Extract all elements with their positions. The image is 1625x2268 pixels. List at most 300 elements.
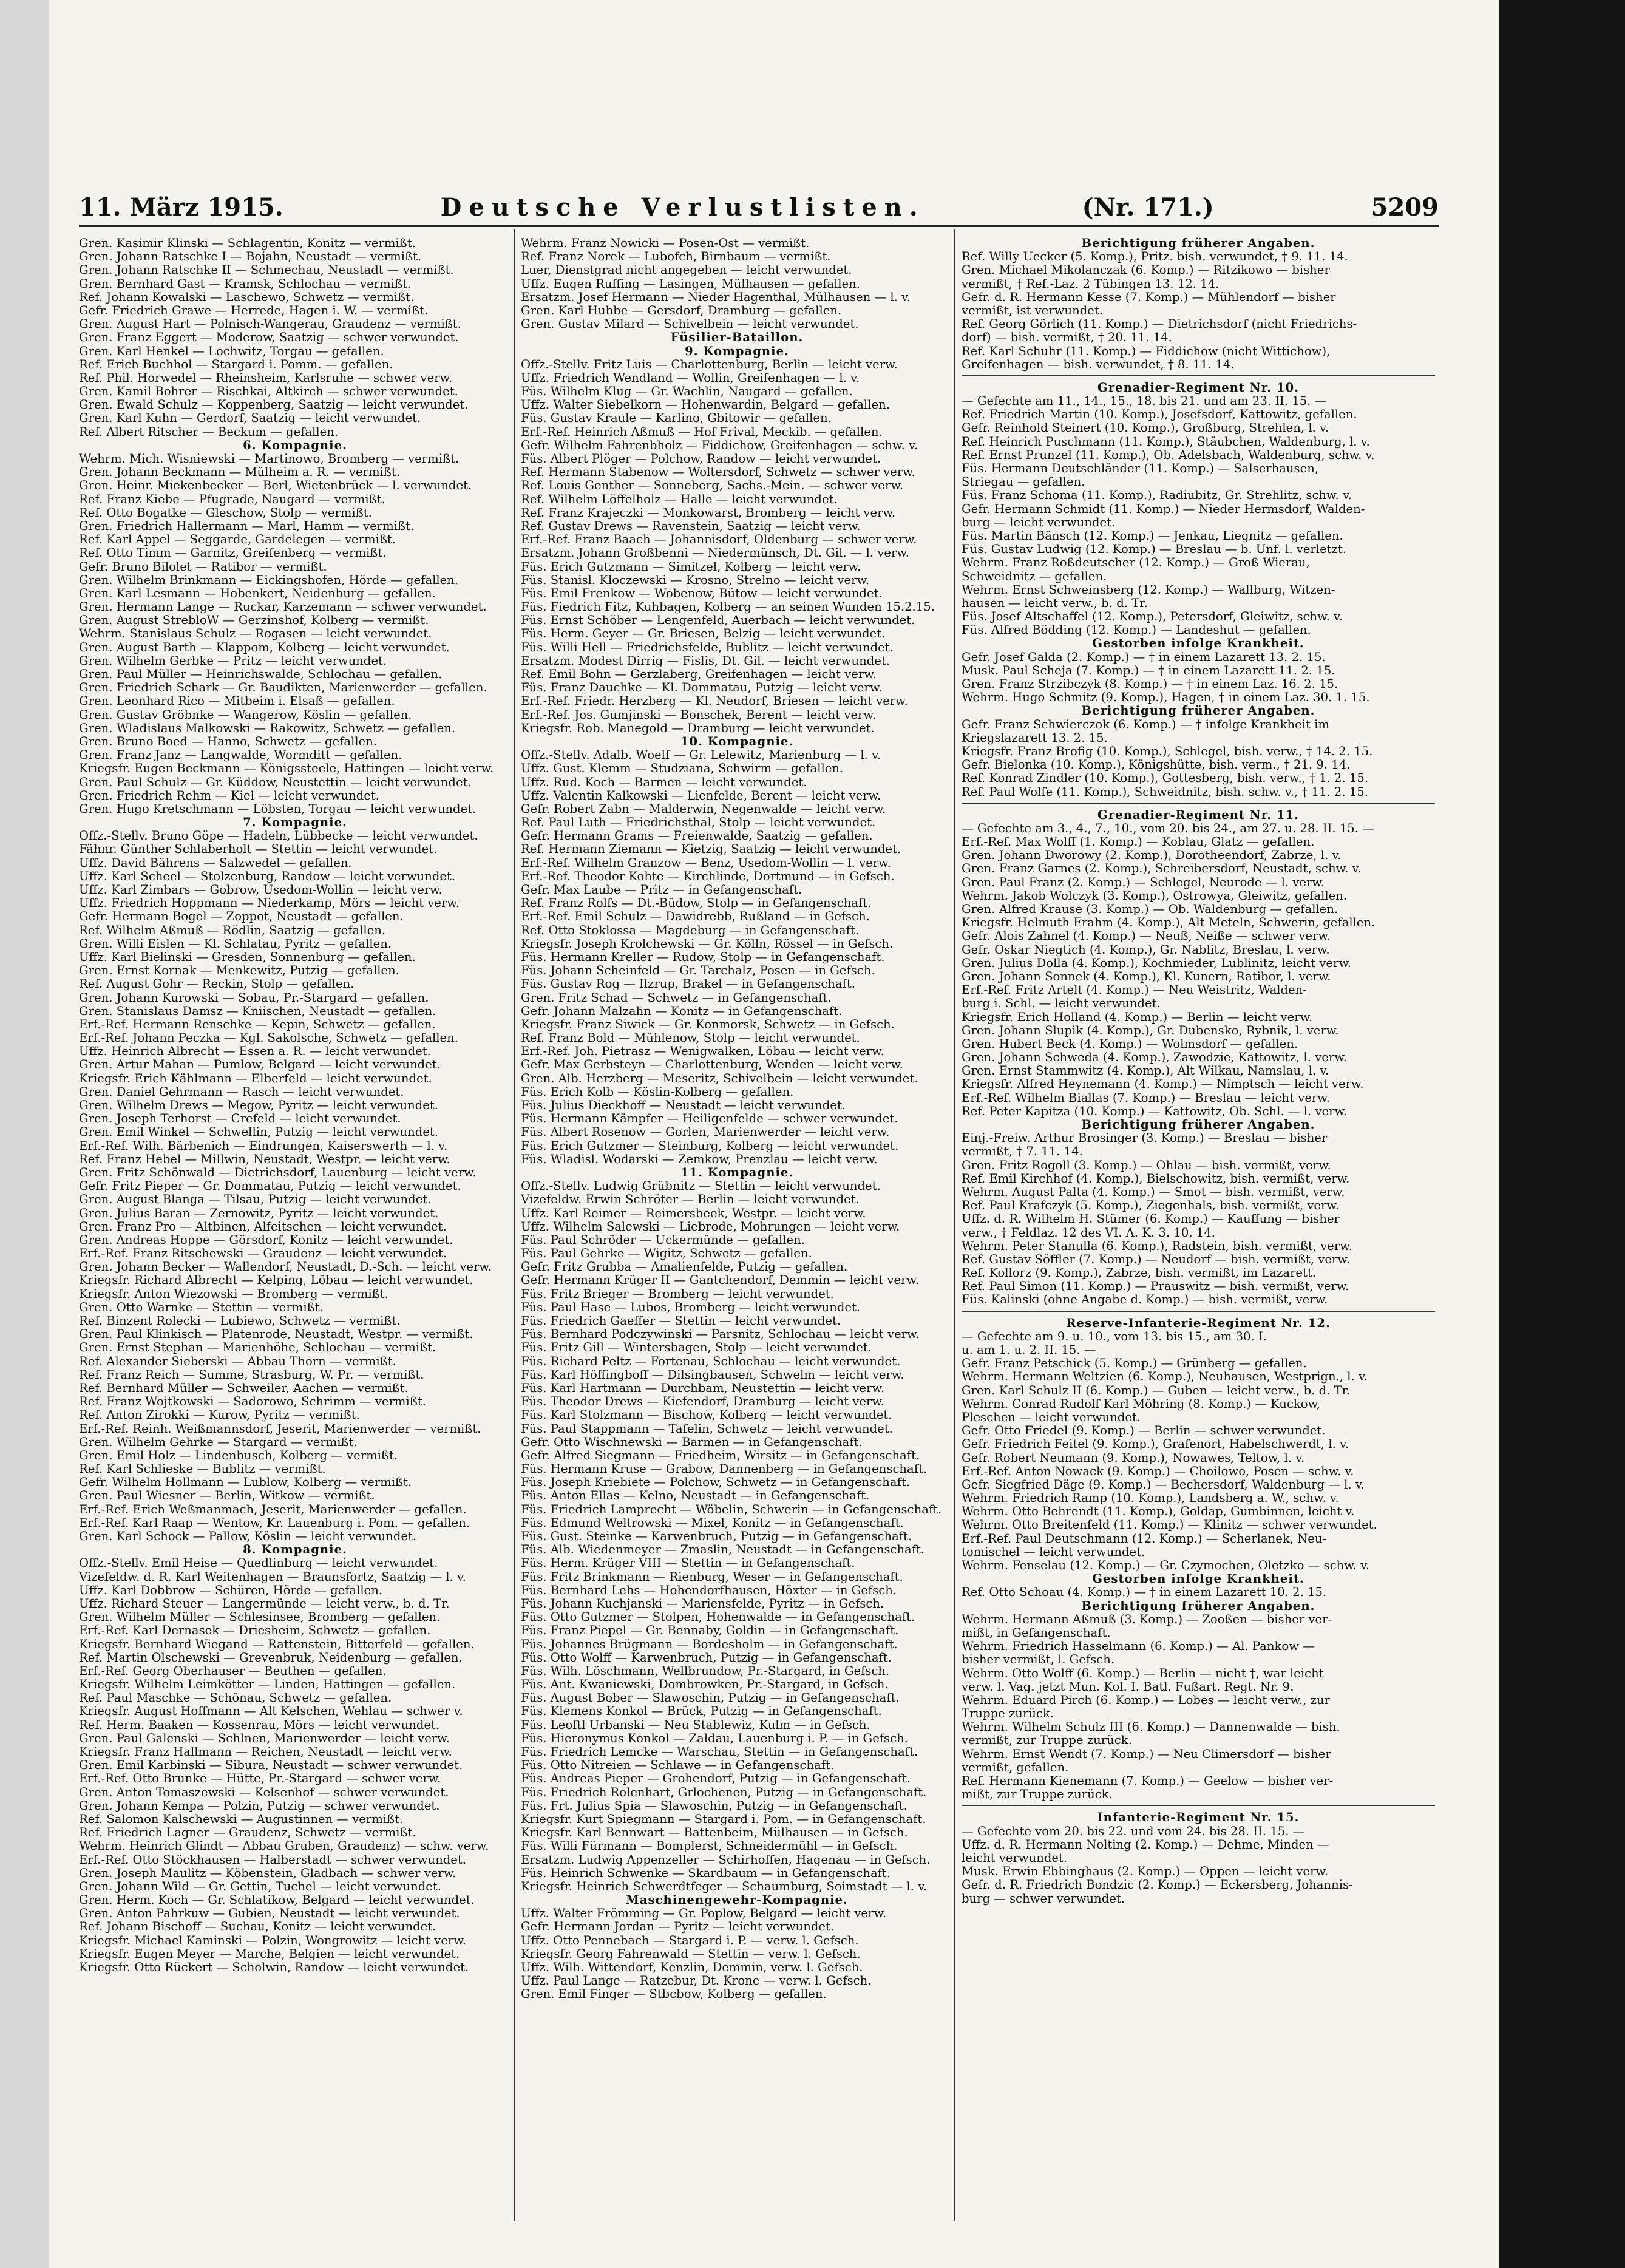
list-entry: Gren. Wilhelm Gehrke — Stargard — vermißt. (79, 1434, 358, 1449)
list-entry: hausen — leicht verw., b. d. Tr. (962, 596, 1148, 610)
list-entry: Gren. Paul Müller — Heinrichswalde, Schlochau — gefallen. (79, 667, 443, 681)
list-entry: Füs. Herm. Krüger VIII — Stettin — in Gefangenschaft. (521, 1556, 855, 1570)
list-entry: Offz.-Stellv. Adalb. Woelf — Gr. Lelewitz, Marienburg — l. v. (521, 748, 881, 762)
list-entry: Füs. Friedrich Lemcke — Warschau, Stettin — in Gefangenschaft. (521, 1745, 918, 1759)
section-rule (962, 375, 1435, 376)
list-entry: Ref. Herm. Baaken — Kossenrau, Mörs — leicht verwundet. (79, 1717, 440, 1732)
section-heading: Füsilier-Bataillon. (670, 330, 804, 345)
list-entry: Wehrm. August Palta (4. Komp.) — Smot — bish. vermißt, verw. (962, 1184, 1345, 1199)
list-entry: Gren. Franz Pro — Altbinen, Alfeitschen — leicht verwundet. (79, 1219, 447, 1234)
list-entry: Ref. Kollorz (9. Komp.), Zabrze, bish. vermißt, im Lazarett. (962, 1266, 1316, 1280)
list-entry: Wehrm. Otto Behrendt (11. Komp.), Goldap, Gumbinnen, leicht v. (962, 1504, 1355, 1519)
list-entry: Ersatzm. Ludwig Appenzeller — Schirhoffen, Hagenau — in Gefsch. (521, 1852, 931, 1867)
list-entry: Ref. Paul Luth — Friedrichsthal, Stolp — leicht verwundet. (521, 815, 876, 830)
list-entry: Kriegsfr. Eugen Beckmann — Königssteele, Hattingen — leicht verw. (79, 761, 494, 776)
list-entry: Ref. Karl Schlieske — Bublitz — vermißt. (79, 1462, 326, 1476)
list-entry: Wehrm. Franz Nowicki — Posen-Ost — vermißt. (521, 237, 810, 250)
list-entry: Ref. Ernst Prunzel (11. Komp.), Ob. Adelsbach, Waldenburg, schw. v. (962, 447, 1375, 462)
list-entry: Füs. Frt. Julius Spia — Slawoschin, Putzig — in Gefangenschaft. (521, 1798, 908, 1813)
list-entry: Gren. Heinr. Miekenbecker — Berl, Wietenbrück — l. verwundet. (79, 478, 472, 493)
list-entry: Gren. Hugo Kretschmann — Löbsten, Torgau — leicht verwundet. (79, 801, 477, 816)
section-heading: Gestorben infolge Krankheit. (1092, 1572, 1304, 1586)
list-entry: burg i. Schl. — leicht verwundet. (962, 996, 1161, 1011)
list-entry: Ref. Franz Reich — Summe, Strasburg, W. Pr. — vermißt. (79, 1367, 424, 1382)
list-entry: u. am 1. u. 2. II. 15. — (962, 1343, 1096, 1357)
list-entry: Füs. Wladisl. Wodarski — Zemkow, Prenzlau — leicht verw. (521, 1152, 878, 1166)
list-entry: Kriegsfr. Erich Holland (4. Komp.) — Berlin — leicht verw. (962, 1010, 1313, 1024)
list-entry: Vizefeldw. Erwin Schröter — Berlin — leicht verwundet. (521, 1192, 860, 1207)
column-2 (521, 237, 953, 2001)
list-entry: Gren. Kasimir Klinski — Schlagentin, Konitz — vermißt. (79, 237, 416, 250)
list-entry: Erf.-Ref. Emil Schulz — Dawidrebb, Rußland — in Gefsch. (521, 909, 870, 924)
list-entry: Gren. Alb. Herzberg — Meseritz, Schivelbein — leicht verwundet. (521, 1071, 918, 1085)
list-entry: Ref. Paul Simon (11. Komp.) — Prauswitz — bish. vermißt, verw. (962, 1279, 1349, 1294)
list-entry: Kriegsfr. Eugen Meyer — Marche, Belgien — leicht verwundet. (79, 1946, 460, 1961)
list-entry: Gren. Otto Warnke — Stettin — vermißt. (79, 1300, 324, 1314)
list-entry: Füs. Gustav Kraule — Karlino, Gbitowir — gefallen. (521, 411, 832, 426)
list-entry: Kriegsfr. Rob. Manegold — Dramburg — leicht verwundet. (521, 721, 875, 735)
list-entry: Füs. Gustav Ludwig (12. Komp.) — Breslau — b. Unf. l. verletzt. (962, 542, 1346, 557)
list-entry: Füs. Martin Bänsch (12. Komp.) — Jenkau, Liegnitz — gefallen. (962, 528, 1343, 543)
list-entry: Wehrm. Hermann Aßmuß (3. Komp.) — Zooßen — bisher ver- (962, 1612, 1332, 1626)
list-entry: Einj.-Freiw. Arthur Brosinger (3. Komp.) — Breslau — bisher (962, 1131, 1328, 1146)
list-entry: Ref. Franz Hebel — Millwin, Neustadt, Westpr. — leicht verw. (79, 1152, 450, 1166)
list-entry: vermißt, † 7. 11. 14. (962, 1144, 1083, 1159)
list-entry: Gren. Gustav Milard — Schivelbein — leicht verwundet. (521, 317, 859, 331)
list-entry: Striegau — gefallen. (962, 475, 1085, 489)
list-entry: Gefr. Friedrich Grawe — Herrede, Hagen i. W. — vermißt. (79, 303, 429, 317)
list-entry: Gren. Karl Hubbe — Gersdorf, Dramburg — gefallen. (521, 303, 842, 317)
list-entry: Ref. Louis Genther — Sonneberg, Sachs.-Mein. — schwer verw. (521, 478, 904, 493)
list-entry: Gren. Johann Slupik (4. Komp.), Gr. Dubensko, Rybnik, l. verw. (962, 1023, 1339, 1037)
list-entry: Offz.-Stellv. Emil Heise — Quedlinburg — leicht verwundet. (79, 1556, 438, 1570)
list-entry: Gren. Franz Janz — Langwalde, Wormditt — gefallen. (79, 748, 402, 762)
list-entry: Füs. Erich Gutzmann — Simitzel, Kolberg — leicht verw. (521, 559, 861, 574)
list-entry: Füs. Emil Frenkow — Wobenow, Bütow — leicht verwundet. (521, 586, 883, 600)
list-entry: Ref. Otto Stoklossa — Magdeburg — in Gefangenschaft. (521, 923, 859, 937)
list-entry: Ref. Heinrich Puschmann (11. Komp.), Stäubchen, Waldenburg, l. v. (962, 434, 1370, 449)
list-entry: Uffz. Karl Reimer — Reimersbeek, Westpr. — leicht verw. (521, 1206, 866, 1220)
list-entry: Füs. Fiedrich Fitz, Kuhbagen, Kolberg — an seinen Wunden 15.2.15. (521, 600, 935, 614)
section-heading: 7. Kompagnie. (243, 815, 347, 830)
list-entry: Ref. Konrad Zindler (10. Komp.), Gottesberg, bish. verw., † 1. 2. 15. (962, 771, 1369, 786)
list-entry: Gefr. Bielonka (10. Komp.), Königshütte, bish. verm., † 21. 9. 14. (962, 758, 1351, 772)
list-entry: Füs. Edmund Weltrowski — Mixel, Konitz — in Gefangenschaft. (521, 1515, 904, 1530)
list-entry: Gren. Fritz Rogoll (3. Komp.) — Ohlau — bish. vermißt, verw. (962, 1158, 1331, 1172)
list-entry: Uffz. d. R. Wilhelm H. Stümer (6. Komp.) — Kauffung — bisher (962, 1212, 1340, 1226)
list-entry: Ref. Wilhelm Aßmuß — Rödlin, Saatzig — gefallen. (79, 923, 386, 937)
list-entry: Ref. Hermann Ziemann — Kietzig, Saatzig — leicht verwundet. (521, 842, 901, 857)
list-entry: Gren. Emil Finger — Stbcbow, Kolberg — gefallen. (521, 1987, 827, 2001)
list-entry: Erf.-Ref. Wilh. Bärbenich — Eindrungen, Kaiserswerth — l. v. (79, 1138, 448, 1153)
section-heading: 8. Kompagnie. (243, 1543, 347, 1557)
list-entry: Ref. Erich Buchhol — Stargard i. Pomm. — gefallen. (79, 357, 393, 372)
list-entry: Gren. Andreas Hoppe — Görsdorf, Konitz — leicht verwundet. (79, 1232, 453, 1247)
list-entry: Gren. Joseph Terhorst — Crefeld — leicht verwundet. (79, 1112, 401, 1126)
list-entry: Ref. Peter Kapitza (10. Komp.) — Kattowitz, Ob. Schl. — l. verw. (962, 1104, 1348, 1118)
list-entry: Gefr. Johann Malzahn — Konitz — in Gefangenschaft. (521, 1003, 843, 1018)
list-entry: Füs. Wilh. Löschmann, Wellbrundow, Pr.-Stargard, in Gefsch. (521, 1663, 890, 1678)
list-entry: Gefr. Siegfried Däge (9. Komp.) — Bechersdorf, Waldenburg — l. v. (962, 1477, 1365, 1492)
list-entry: Uffz. Karl Scheel — Stolzenburg, Randow — leicht verwundet. (79, 869, 456, 883)
list-entry: Gren. Bernhard Gast — Kramsk, Schlochau — vermißt. (79, 276, 412, 291)
list-entry: Ref. Willy Uecker (5. Komp.), Pritz. bish. verwundet, † 9. 11. 14. (962, 250, 1348, 264)
list-entry: Füs. Paul Stappmann — Tafelin, Schwetz — leicht verwundet. (521, 1421, 893, 1436)
list-entry: Füs. Heinrich Schwenke — Skardbaum — in Gefangenschaft. (521, 1866, 891, 1880)
list-entry: Füs. Ant. Kwaniewski, Dombrowken, Pr.-Stargard, in Gefsch. (521, 1677, 889, 1692)
list-entry: Gren. Johann Wild — Gr. Gettin, Tuchel — leicht verwundet. (79, 1879, 441, 1893)
list-entry: Füs. Friedrich Lamprecht — Wöbelin, Schwerin — in Gefangenschaft. (521, 1502, 942, 1516)
list-entry: Ref. Phil. Horwedel — Rheinsheim, Karlsruhe — schwer verw. (79, 370, 453, 385)
list-entry: Uffz. d. R. Hermann Nolting (2. Komp.) — Dehme, Minden — (962, 1837, 1329, 1852)
list-entry: Gefr. Otto Wischnewski — Barmen — in Gefangenschaft. (521, 1434, 863, 1449)
list-entry: Gren. Hermann Lange — Ruckar, Karzemann — schwer verwundet. (79, 600, 487, 614)
list-entry: Kriegsfr. Kurt Spiegmann — Stargard i. Pom. — in Gefangenschaft. (521, 1811, 926, 1826)
list-entry: Uffz. Eugen Ruffing — Lasingen, Mülhausen — gefallen. (521, 276, 860, 291)
list-entry: mißt, zur Truppe zurück. (962, 1787, 1113, 1802)
list-entry: Uffz. Richard Steuer — Langermünde — leicht verw., b. d. Tr. (79, 1596, 450, 1611)
list-entry: Kriegslazarett 13. 2. 15. (962, 730, 1108, 745)
list-entry: Gren. Fritz Schad — Schwetz — in Gefangenschaft. (521, 990, 832, 1005)
list-entry: Gren. Artur Mahan — Pumlow, Belgard — leicht verwundet. (79, 1058, 441, 1072)
list-entry: Wehrm. Mich. Wisniewski — Martinowo, Bromberg — vermißt. (79, 452, 460, 466)
list-entry: Schweidnitz — gefallen. (962, 569, 1107, 583)
list-entry: Ref. Paul Krafczyk (5. Komp.), Ziegenhals, bish. vermißt, verw. (962, 1198, 1340, 1213)
list-entry: Kriegsfr. Franz Brofig (10. Komp.), Schlegel, bish. verw., † 14. 2. 15. (962, 744, 1373, 758)
list-entry: mißt, in Gefangenschaft. (962, 1625, 1111, 1640)
list-entry: Gefr. Wilhelm Hollmann — Lublow, Kolberg — vermißt. (79, 1475, 412, 1490)
list-entry: Gren. Karl Henkel — Lochwitz, Torgau — gefallen. (79, 344, 384, 358)
list-entry: Ref. Binzent Rolecki — Lubiewo, Schwetz — vermißt. (79, 1314, 401, 1328)
list-entry: Luer, Dienstgrad nicht angegeben — leicht verwundet. (521, 263, 852, 277)
list-entry: Musk. Paul Scheja (7. Komp.) — † in einem Lazarett 11. 2. 15. (962, 663, 1335, 677)
list-entry: Uffz. Karl Bielinski — Gresden, Sonnenburg — gefallen. (79, 949, 416, 964)
list-entry: — Gefechte am 3., 4., 7., 10., vom 20. bis 24., am 27. u. 28. II. 15. — (962, 821, 1374, 835)
list-entry: Füs. Fritz Gill — Wintersbagen, Stolp — leicht verwundet. (521, 1340, 872, 1355)
list-entry: Gefr. Friedrich Feitel (9. Komp.), Grafenort, Habelschwerdt, l. v. (962, 1437, 1349, 1451)
list-entry: Füs. Hermann Deutschländer (11. Komp.) — Salserhausen, (962, 461, 1319, 475)
list-entry: Gren. Michael Mikolanczak (6. Komp.) — Ritzikowo — bisher (962, 263, 1330, 277)
list-entry: Gren. Friedrich Hallermann — Marl, Hamm — vermißt. (79, 518, 415, 533)
list-entry: vermißt, † Ref.-Laz. 2 Tübingen 13. 12. 14. (962, 276, 1220, 291)
list-entry: Gefr. Robert Neumann (9. Komp.), Nowawes, Teltow, l. v. (962, 1450, 1305, 1465)
list-entry: — Gefechte am 11., 14., 15., 18. bis 21. und am 23. II. 15. — (962, 394, 1327, 409)
list-entry: Erf.-Ref. Anton Nowack (9. Komp.) — Choilowo, Posen — schw. v. (962, 1464, 1354, 1478)
section-heading: Berichtigung früherer Angaben. (1081, 704, 1315, 718)
list-entry: Ref. Karl Appel — Seggarde, Gardelegen — vermißt. (79, 532, 396, 547)
section-heading: 9. Kompagnie. (685, 344, 789, 358)
list-entry: Gren. Paul Galenski — Schlnen, Marienwerder — leicht verw. (79, 1731, 450, 1745)
list-entry: Gren. Kamil Bohrer — Rischkai, Altkirch — schwer verwundet. (79, 384, 458, 399)
list-entry: Wehrm. Franz Roßdeutscher (12. Komp.) — Groß Wierau, (962, 555, 1310, 570)
list-entry: Uffz. Wilh. Wittendorf, Kenzlin, Demmin, verw. l. Gefsch. (521, 1960, 863, 1974)
page-header (79, 190, 1439, 222)
list-entry: Gren. Karl Schock — Pallow, Köslin — leicht verwundet. (79, 1529, 417, 1543)
list-entry: Ref. Paul Wolfe (11. Komp.), Schweidnitz, bish. schw. v., † 11. 2. 15. (962, 784, 1368, 799)
list-entry: Ref. Paul Maschke — Schönau, Schwetz — gefallen. (79, 1691, 392, 1705)
list-entry: Wehrm. Friedrich Ramp (10. Komp.), Landsberg a. W., schw. v. (962, 1491, 1339, 1506)
list-entry: Füs. Richard Peltz — Fortenau, Schlochau — leicht verwundet. (521, 1354, 901, 1368)
list-entry: Truppe zurück. (962, 1706, 1054, 1721)
list-entry: Gren. Karl Schulz II (6. Komp.) — Guben — leicht verw., b. d. Tr. (962, 1383, 1351, 1397)
list-entry: Gren. Paul Schulz — Gr. Küddow, Neustettin — leicht verwundet. (79, 775, 472, 789)
list-entry: Füs. Kalinski (ohne Angabe d. Komp.) — bish. vermißt, verw. (962, 1292, 1328, 1307)
list-entry: Füs. Joseph Kriebiete — Polchow, Schwetz — in Gefangenschaft. (521, 1475, 910, 1490)
list-entry: Gefr. Robert Zabn — Malderwin, Negenwalde — leicht verw. (521, 801, 886, 816)
list-entry: Wehrm. Peter Stanulla (6. Komp.), Radstein, bish. vermißt, verw. (962, 1238, 1352, 1253)
list-entry: Ref. Otto Bogatke — Gleschow, Stolp — vermißt. (79, 505, 372, 520)
list-entry: Kriegsfr. Richard Albrecht — Kelping, Löbau — leicht verwundet. (79, 1273, 473, 1288)
list-entry: Gren. Stanislaus Damsz — Kniischen, Neustadt — gefallen. (79, 1003, 436, 1018)
list-entry: Ref. Friedrich Martin (10. Komp.), Josefsdorf, Kattowitz, gefallen. (962, 407, 1357, 422)
list-entry: Wehrm. Heinrich Glindt — Abbau Gruben, Graudenz) — schw. verw. (79, 1839, 489, 1853)
list-entry: Gren. Emil Holz — Lindenbusch, Kolberg — vermißt. (79, 1448, 398, 1462)
list-entry: Füs. Otto Wolff — Karwenbruch, Putzig — in Gefangenschaft. (521, 1650, 892, 1665)
section-heading: 10. Kompagnie. (680, 734, 794, 749)
list-entry: Gren. Daniel Gehrmann — Rasch — leicht verwundet. (79, 1084, 404, 1099)
list-entry: Uffz. Heinrich Albrecht — Essen a. R. — leicht verwundet. (79, 1044, 431, 1059)
list-entry: Füs. August Bober — Slawoschin, Putzig — in Gefangenschaft. (521, 1691, 900, 1705)
list-entry: Gren. Bruno Boed — Hanno, Schwetz — gefallen. (79, 734, 378, 749)
list-entry: Gren. Johann Ratschke II — Schmechau, Neustadt — vermißt. (79, 263, 454, 277)
list-entry: Offz.-Stellv. Fritz Luis — Charlottenburg, Berlin — leicht verw. (521, 357, 898, 372)
list-entry: Füs. Paul Hase — Lubos, Bromberg — leicht verwundet. (521, 1300, 861, 1314)
list-entry: Wehrm. Friedrich Hasselmann (6. Komp.) — Al. Pankow — (962, 1639, 1315, 1654)
list-entry: Gefr. Josef Galda (2. Komp.) — † in einem Lazarett 13. 2. 15. (962, 650, 1326, 664)
list-entry: Wehrm. Stanislaus Schulz — Rogasen — leicht verwundet. (79, 626, 432, 641)
list-entry: Kriegsfr. Michael Kaminski — Polzin, Wongrowitz — leicht verw. (79, 1933, 466, 1947)
list-entry: Erf.-Ref. Theodor Kohte — Kirchlinde, Dortmund — in Gefsch. (521, 869, 895, 883)
list-entry: Gren. Friedrich Rehm — Kiel — leicht verwundet. (79, 788, 380, 803)
list-entry: Kriegsfr. Wilhelm Leimkötter — Linden, Hattingen — gefallen. (79, 1677, 456, 1692)
list-entry: Füs. Friedrich Rolenhart, Grlochenen, Putzig — in Gefangenschaft. (521, 1785, 927, 1799)
list-entry: Füs. Gust. Steinke — Karwenbruch, Putzig — in Gefangenschaft. (521, 1529, 912, 1543)
list-entry: Wehrm. Hugo Schmitz (9. Komp.), Hagen, † in einem Laz. 30. 1. 15. (962, 690, 1370, 705)
list-entry: Erf.-Ref. Reinh. Weißmannsdorf, Jeserit, Marienwerder — vermißt. (79, 1421, 481, 1436)
list-entry: Gren. August StrebloW — Gerzinshof, Kolberg — vermißt. (79, 613, 429, 628)
list-entry: Ref. Otto Timm — Garnitz, Greifenberg — vermißt. (79, 546, 387, 560)
list-entry: verw., † Feldlaz. 12 des VI. A. K. 3. 10. 14. (962, 1225, 1215, 1240)
list-entry: Gefr. Oskar Niegtich (4. Komp.), Gr. Nablitz, Breslau, l. verw. (962, 942, 1330, 957)
list-entry: Kriegsfr. Bernhard Wiegand — Rattenstein, Bitterfeld — gefallen. (79, 1637, 475, 1651)
list-entry: vermißt, gefallen. (962, 1760, 1069, 1774)
list-entry: Gren. Franz Strzibczyk (8. Komp.) — † in einem Laz. 16. 2. 15. (962, 677, 1338, 691)
list-entry: Erf.-Ref. Georg Oberhauser — Beuthen — gefallen. (79, 1663, 387, 1678)
list-entry: Ref. Alexander Sieberski — Abbau Thorn — vermißt. (79, 1354, 396, 1368)
list-entry: Gren. Emil Karbinski — Sibura, Neustadt — schwer verwundet. (79, 1758, 463, 1773)
list-entry: Gren. Karl Kuhn — Gerdorf, Saatzig — leicht verwundet. (79, 411, 421, 426)
list-entry: Erf.-Ref. Joh. Pietrasz — Wenigwalken, Löbau — leicht verw. (521, 1044, 884, 1059)
list-entry: Füs. Hermann Kreller — Rudow, Stolp — in Gefangenschaft. (521, 949, 885, 964)
list-entry: Ref. Gustav Söffler (7. Komp.) — Neudorf — bish. vermißt, verw. (962, 1252, 1350, 1266)
list-entry: Füs. Theodor Drews — Kiefendorf, Dramburg — leicht verw. (521, 1394, 884, 1409)
list-entry: Gren. Alfred Krause (3. Komp.) — Ob. Waldenburg — gefallen. (962, 902, 1338, 916)
list-entry: Uffz. Karl Zimbars — Gobrow, Usedom-Wollin — leicht verw. (79, 883, 443, 897)
list-entry: Ref. Hermann Stabenow — Woltersdorf, Schwetz — schwer verw. (521, 465, 915, 480)
list-entry: Ersatzm. Josef Hermann — Nieder Hagenthal, Mülhausen — l. v. (521, 290, 911, 304)
list-entry: Ref. Anton Zirokki — Kurow, Pyritz — vermißt. (79, 1408, 360, 1422)
list-entry: vermißt, zur Truppe zurück. (962, 1733, 1132, 1748)
list-entry: Gren. Karl Lesmann — Hobenkert, Neidenburg — gefallen. (79, 586, 436, 600)
list-entry: Gren. Wilhelm Gerbke — Pritz — leicht verwundet. (79, 653, 387, 668)
section-heading: Reserve-Infanterie-Regiment Nr. 12. (1066, 1316, 1331, 1330)
list-entry: Gren. Wilhelm Drews — Megow, Pyritz — leicht verwundet. (79, 1098, 438, 1112)
list-entry: Erf.-Ref. Franz Ritschewski — Graudenz — leicht verwundet. (79, 1246, 447, 1261)
header-rule (79, 225, 1439, 227)
list-entry: Gren. August Barth — Klappom, Kolberg — leicht verwundet. (79, 640, 450, 654)
list-entry: Ref. Wilhelm Löffelholz — Halle — leicht verwundet. (521, 492, 838, 506)
list-entry: Erf.-Ref. Heinrich Aßmuß — Hof Frival, Meckib. — gefallen. (521, 424, 883, 439)
column-3 (962, 237, 1435, 1906)
list-entry: Gren. Julius Dolla (4. Komp.), Kochmieder, Lublinitz, leicht verw. (962, 956, 1351, 970)
list-entry: Gren. Ernst Stephan — Marienhöhe, Schlochau — vermißt. (79, 1340, 436, 1355)
list-entry: Gren. Franz Eggert — Moderow, Saatzig — schwer verwundet. (79, 330, 459, 345)
list-entry: Füs. Friedrich Gaeffer — Stettin — leicht verwundet. (521, 1314, 841, 1328)
list-entry: Erf.-Ref. Fritz Artelt (4. Komp.) — Neu Weistritz, Walden- (962, 983, 1307, 997)
list-entry: Füs. Klemens Konkol — Brück, Putzig — in Gefangenschaft. (521, 1704, 882, 1719)
list-entry: Uffz. Otto Pennebach — Stargard i. P. — verw. l. Gefsch. (521, 1933, 859, 1947)
list-entry: Erf.-Ref. Hermann Renschke — Kepin, Schwetz — gefallen. (79, 1017, 436, 1031)
list-entry: Kriegsfr. Heinrich Schwerdtfeger — Schaumburg, Soimstadt — l. v. (521, 1879, 928, 1893)
list-entry: Wehrm. Conrad Rudolf Karl Möhring (8. Komp.) — Kuckow, (962, 1396, 1321, 1411)
list-entry: Füs. Hermann Kruse — Grabow, Dannenberg — in Gefangenschaft. (521, 1462, 928, 1476)
list-entry: Gren. Fritz Schönwald — Dietrichsdorf, Lauenburg — leicht verw. (79, 1165, 477, 1180)
list-entry: Gren. Wilhelm Brinkmann — Eickingshofen, Hörde — gefallen. (79, 572, 459, 587)
list-entry: Erf.-Ref. Paul Deutschmann (12. Komp.) — Scherlanek, Neu- (962, 1531, 1327, 1546)
list-entry: Uffz. Walter Siebelkorn — Hohenwardin, Belgard — gefallen. (521, 398, 890, 412)
list-entry: Gren. August Hart — Polnisch-Wangerau, Graudenz — vermißt. (79, 317, 461, 331)
list-entry: Wehrm. Ernst Wendt (7. Komp.) — Neu Climersdorf — bisher (962, 1747, 1331, 1761)
list-entry: Gefr. Max Gerbsteyn — Charlottenburg, Wenden — leicht verw. (521, 1058, 903, 1072)
list-entry: Füs. Andreas Pieper — Grohendorf, Putzig — in Gefangenschaft. (521, 1771, 911, 1786)
list-entry: Kriegsfr. Karl Bennwart — Battenbeim, Mülhausen — in Gefsch. (521, 1825, 908, 1840)
list-entry: Gren. Ewald Schulz — Koppenberg, Saatzig — leicht verwundet. (79, 398, 469, 412)
section-heading: Berichtigung früherer Angaben. (1081, 1118, 1315, 1132)
list-entry: Gefr. Bruno Bilolet — Ratibor — vermißt. (79, 559, 327, 574)
list-entry: Erf.-Ref. Karl Raap — Wentow, Kr. Lauenburg i. Pom. — gefallen. (79, 1515, 470, 1530)
list-entry: Gren. Julius Baran — Zernowitz, Pyritz — leicht verwundet. (79, 1206, 439, 1220)
list-entry: Ref. Johann Bischoff — Suchau, Konitz — leicht verwundet. (79, 1920, 436, 1934)
section-rule (962, 1311, 1435, 1312)
list-entry: Vizefeldw. d. R. Karl Weitenhagen — Braunsfortz, Saatzig — l. v. (79, 1569, 466, 1584)
list-entry: Erf.-Ref. Otto Stöckhausen — Halberstadt — schwer verwundet. (79, 1852, 466, 1867)
list-entry: Wehrm. Otto Breitenfeld (11. Komp.) — Klinitz — schwer verwundet. (962, 1518, 1377, 1532)
list-entry: Füs. Bernhard Podczywinski — Parsnitz, Schlochau — leicht verw. (521, 1327, 920, 1342)
list-entry: Füs. Hieronymus Konkol — Zaldau, Lauenburg i. P. — in Gefsch. (521, 1731, 908, 1745)
list-entry: Gren. Johann Kempa — Polzin, Putzig — schwer verwundet. (79, 1798, 440, 1813)
list-entry: Gren. Emil Winkel — Schwellin, Putzig — leicht verwundet. (79, 1125, 439, 1139)
list-entry: Füs. Stanisl. Kloczewski — Krosno, Strelno — leicht verw. (521, 572, 870, 587)
list-entry: Uffz. Friedrich Hoppmann — Niederkamp, Mörs — leicht verw. (79, 896, 460, 911)
list-entry: Gren. August Blanga — Tilsau, Putzig — leicht verwundet. (79, 1192, 432, 1207)
list-entry: Füs. Karl Stolzmann — Bischow, Kolberg — leicht verwundet. (521, 1408, 892, 1422)
list-entry: Füs. Bernhard Lehs — Hohendorfhausen, Höxter — in Gefsch. (521, 1583, 897, 1597)
list-entry: Uffz. David Bährens — Salzwedel — gefallen. (79, 855, 352, 870)
list-entry: dorf) — bish. vermißt, † 20. 11. 14. (962, 330, 1172, 345)
list-entry: Füs. Franz Schoma (11. Komp.), Radiubitz, Gr. Strehlitz, schw. v. (962, 488, 1352, 503)
list-entry: Uffz. Walter Frömming — Gr. Poplow, Belgard — leicht verw. (521, 1906, 887, 1921)
list-entry: leicht verwundet. (962, 1850, 1068, 1865)
list-entry: Ersatzm. Modest Dirrig — Fislis, Dt. Gil. — leicht verwundet. (521, 653, 890, 668)
list-entry: Ref. Franz Wojtkowski — Sadorowo, Schrimm — vermißt. (79, 1394, 426, 1409)
list-entry: Erf.-Ref. Johann Peczka — Kgl. Sakolsche, Schwetz — gefallen. (79, 1031, 458, 1045)
list-entry: Kriegsfr. August Hoffmann — Alt Kelschen, Wehlau — schwer v. (79, 1704, 463, 1719)
list-entry: Gren. Johann Becker — Wallendorf, Neustadt, D.-Sch. — leicht verw. (79, 1260, 492, 1274)
list-entry: Kriegsfr. Georg Fahrenwald — Stettin — verw. l. Gefsch. (521, 1946, 861, 1961)
list-entry: Ref. Salomon Kalschewski — Augustinnen — vermißt. (79, 1811, 404, 1826)
header-date: 11. März 1915. (79, 193, 283, 222)
list-entry: Füs. Gustav Rog — Ilzrup, Brakel — in Gefangenschaft. (521, 977, 855, 991)
list-entry: Kriegsfr. Franz Hallmann — Reichen, Neustadt — leicht verw. (79, 1745, 452, 1759)
list-entry: Gefr. Hermann Jordan — Pyritz — leicht verwundet. (521, 1920, 835, 1934)
list-entry: Gefr. Franz Petschick (5. Komp.) — Grünberg — gefallen. (962, 1356, 1307, 1371)
list-entry: Uffz. Gust. Klemm — Studziana, Schwirm — gefallen. (521, 761, 844, 776)
list-entry: Ref. Franz Krajeczki — Monkowarst, Bromberg — leicht verw. (521, 505, 896, 520)
list-entry: Erf.-Ref. Wilhelm Biallas (7. Komp.) — Breslau — leicht verw. (962, 1090, 1330, 1105)
list-entry: Gren. Paul Klinkisch — Platenrode, Neustadt, Westpr. — vermißt. (79, 1327, 473, 1342)
list-entry: Ref. August Gohr — Reckin, Stolp — gefallen. (79, 977, 355, 991)
scan-dark-edge (1499, 0, 1625, 2268)
list-entry: Füs. Fritz Brieger — Bromberg — leicht verwundet. (521, 1286, 834, 1301)
list-entry: Gren. Ernst Kornak — Menkewitz, Putzig — gefallen. (79, 963, 399, 978)
list-entry: Gren. Johann Beckmann — Mülheim a. R. — vermißt. (79, 465, 400, 480)
list-entry: Gefr. Alois Zahnel (4. Komp.) — Neuß, Neiße — schwer verw. (962, 929, 1331, 943)
list-entry: Gren. Joseph Maulitz — Köbenstein, Gladbach — schwer verw. (79, 1866, 456, 1880)
list-entry: Füs. Julius Dieckhoff — Neustadt — leicht verwundet. (521, 1098, 846, 1112)
list-entry: Füs. Karl Höffingboff — Dilsingbausen, Schwelm — leicht verw. (521, 1367, 904, 1382)
list-entry: Gren. Herm. Koch — Gr. Schlatikow, Belgard — leicht verwundet. (79, 1893, 475, 1907)
list-entry: Ref. Hermann Kienemann (7. Komp.) — Geelow — bisher ver- (962, 1774, 1334, 1788)
list-entry: Gren. Franz Garnes (2. Komp.), Schreibersdorf, Neustadt, schw. v. (962, 861, 1362, 876)
list-entry: tomischel — leicht verwundet. (962, 1544, 1145, 1559)
list-entry: Uffz. Friedrich Wendland — Wollin, Greifenhagen — l. v. (521, 370, 860, 385)
list-entry: Offz.-Stellv. Bruno Göpe — Hadeln, Lübbecke — leicht verwundet. (79, 829, 478, 843)
list-entry: Ref. Franz Rolfs — Dt.-Büdow, Stolp — in Gefangenschaft. (521, 896, 872, 911)
section-heading: Berichtigung früherer Angaben. (1081, 237, 1315, 250)
list-entry: Ref. Gustav Drews — Ravenstein, Saatzig — leicht verw. (521, 518, 861, 533)
list-entry: Füs. Johannes Brügmann — Bordesholm — in Gefangenschaft. (521, 1637, 898, 1651)
list-entry: Füs. Erich Gutzmer — Steinburg, Kolberg — leicht verwundet. (521, 1138, 899, 1153)
list-entry: Gefr. Fritz Pieper — Gr. Dommatau, Putzig — leicht verwundet. (79, 1179, 461, 1193)
list-entry: Gren. Hubert Beck (4. Komp.) — Wolmsdorf — gefallen. (962, 1036, 1298, 1051)
list-entry: Ref. Martin Olschewski — Grevenbruk, Neidenburg — gefallen. (79, 1650, 463, 1665)
list-entry: Wehrm. Jakob Wolczyk (3. Komp.), Ostrowya, Gleiwitz, gefallen. (962, 888, 1348, 903)
section-rule (962, 803, 1435, 804)
list-entry: Gren. Johann Ratschke I — Bojahn, Neustadt — vermißt. (79, 250, 422, 264)
list-entry: Ref. Emil Kirchhof (4. Komp.), Bielschowitz, bish. vermißt, verw. (962, 1171, 1350, 1186)
list-entry: Füs. Alb. Wiedenmeyer — Zmaslin, Neustadt — in Gefangenschaft. (521, 1543, 925, 1557)
list-entry: Füs. Herm. Geyer — Gr. Briesen, Belzig — leicht verwundet. (521, 626, 886, 641)
list-entry: Gefr. Hermann Grams — Freienwalde, Saatzig — gefallen. (521, 829, 873, 843)
section-rule (962, 1805, 1435, 1806)
list-entry: Gefr. Alfred Siegmann — Friedheim, Wirsitz — in Gefangenschaft. (521, 1448, 920, 1462)
list-entry: Ref. Emil Bohn — Gerzlaberg, Greifenhagen — leicht verw. (521, 667, 877, 681)
list-entry: Wehrm. Ernst Schweinsberg (12. Komp.) — Wallburg, Witzen- (962, 582, 1335, 597)
list-entry: Ref. Bernhard Müller — Schweiler, Aachen — vermißt. (79, 1380, 409, 1395)
list-entry: Kriegsfr. Alfred Heynemann (4. Komp.) — Nimptsch — leicht verw. (962, 1077, 1364, 1092)
list-entry: Gefr. Fritz Grubba — Amalienfelde, Putzig — gefallen. (521, 1260, 848, 1274)
list-entry: Füs. Paul Schröder — Uckermünde — gefallen. (521, 1232, 805, 1247)
list-entry: Gren. Willi Eislen — Kl. Schlatau, Pyritz — gefallen. (79, 936, 392, 951)
list-entry: Gefr. Otto Friedel (9. Komp.) — Berlin — schwer verwundet. (962, 1424, 1326, 1438)
list-entry: Ref. Georg Görlich (11. Komp.) — Dietrichsdorf (nicht Friedrichs- (962, 317, 1357, 331)
list-entry: Gren. Wilhelm Müller — Schlesinsee, Bromberg — gefallen. (79, 1610, 441, 1625)
list-entry: Gefr. d. R. Friedrich Bondzic (2. Komp.) — Eckersberg, Johannis- (962, 1878, 1353, 1892)
list-entry: Ref. Johann Kowalski — Laschewo, Schwetz — vermißt. (79, 290, 415, 304)
list-entry: Füs. Franz Piepel — Gr. Bennaby, Goldin — in Gefangenschaft. (521, 1623, 899, 1638)
list-entry: Uffz. Rud. Koch — Barmen — leicht verwundet. (521, 775, 807, 789)
list-entry: Füs. Otto Gutzmer — Stolpen, Hohenwalde — in Gefangenschaft. (521, 1610, 915, 1625)
